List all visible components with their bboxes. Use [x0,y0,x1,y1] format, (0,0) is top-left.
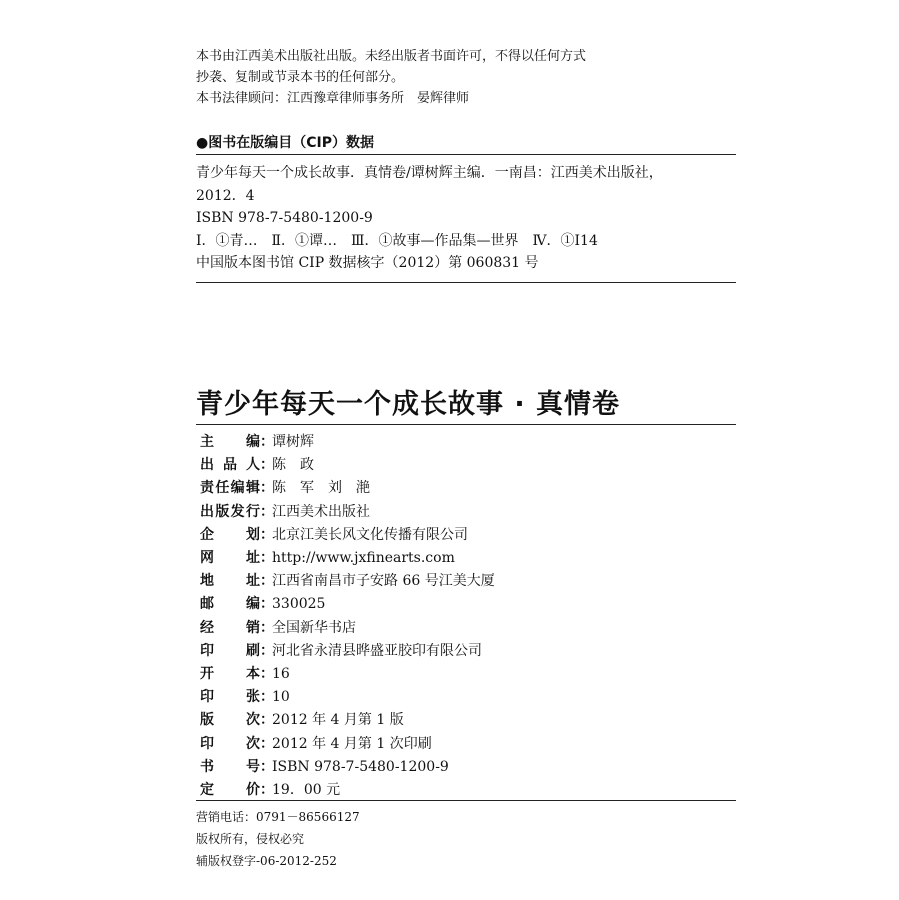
credit-value: 北京江美长风文化传播有限公司 [272,526,468,543]
cip-data [196,162,663,275]
credit-label: 网 址 [200,550,260,567]
credit-value: 江西美术出版社 [272,503,370,520]
credit-value: 陈 政 [272,457,314,474]
notice-line: 本书由江西美术出版社出版。未经出版者书面许可，不得以任何方式 [196,49,587,64]
credit-colon: ： [260,666,274,683]
credit-row [200,547,495,570]
credit-label: 出 版 发 行 [200,503,260,520]
cip-line: 2012．4 [196,187,255,204]
credit-label: 责 任 编 辑 [200,480,260,497]
credit-row [200,686,495,709]
credit-label: 版 次 [200,712,260,729]
credit-colon: ： [260,712,274,729]
credit-value: 陈 军 刘 滟 [272,480,370,497]
credit-row [200,454,495,477]
credit-value: 330025 [272,596,326,613]
credit-value: ISBN 978-7-5480-1200-9 [272,758,449,775]
credit-colon: ： [260,758,274,775]
credits-bottom-rule [196,800,736,801]
credit-label: 经 销 [200,619,260,636]
credit-colon: ： [260,550,274,567]
credit-value: 16 [272,666,290,683]
credit-label: 邮 编 [200,596,260,613]
credit-label: 主 编 [200,434,260,450]
credit-label: 印 次 [200,735,260,752]
rights-notice: 版权所有，侵权必究 [196,832,305,846]
credits-list [200,431,495,802]
credit-colon: ： [260,782,274,799]
credit-row [200,524,495,547]
credit-row [200,709,495,732]
credit-value: 19．00 元 [272,782,341,799]
credit-row [200,733,495,756]
cip-number: 中国版本图书馆 CIP 数据核字（2012）第 060831 号 [196,255,539,271]
credit-row [200,617,495,640]
credit-colon: ： [260,573,274,590]
credit-colon: ： [260,619,274,636]
credit-label: 地 址 [200,573,260,590]
credit-value: 2012 年 4 月第 1 版 [272,712,404,729]
notice-line: 抄袭、复制或节录本书的任何部分。 [196,70,405,85]
credit-value: http://www.jxfinearts.com [272,550,455,567]
credit-row [200,663,495,686]
credit-colon: ： [260,457,274,474]
credit-row [200,501,495,524]
credit-value: 2012 年 4 月第 1 次印刷 [272,735,432,752]
credit-value: 江西省南昌市子安路 66 号江美大厦 [272,573,495,590]
cip-top-rule [196,154,736,155]
credit-row [200,593,495,616]
credit-colon: ： [260,526,274,543]
credit-row [200,431,495,454]
credit-row [200,570,495,593]
cip-heading: ●图书在版编目（CIP）数据 [196,135,374,151]
cip-isbn: ISBN 978-7-5480-1200-9 [196,210,373,226]
credit-row [200,756,495,779]
publisher-notice [196,46,586,109]
credit-label: 印 张 [200,689,260,706]
credit-row [200,640,495,663]
credit-label: 企 划 [200,526,260,543]
credit-colon: ： [260,596,274,613]
credit-value: 谭树辉 [272,434,314,450]
credit-label: 开 本 [200,666,260,683]
credit-colon: ： [260,642,274,659]
book-title: 青少年每天一个成长故事 · 真情卷 [196,389,621,420]
credit-colon: ： [260,480,274,497]
credit-value: 全国新华书店 [272,619,356,636]
cip-line: 青少年每天一个成长故事．真情卷/谭树辉主编．一南昌：江西美术出版社， [196,165,663,181]
credit-colon: ： [260,735,274,752]
credit-colon: ： [260,503,274,520]
credit-value: 10 [272,689,290,706]
credit-label: 印 刷 [200,642,260,659]
credit-label: 出 品 人 [200,457,260,474]
legal-counsel-line: 本书法律顾问：江西豫章律师事务所 晏辉律师 [196,91,470,106]
title-rule [196,424,736,425]
credit-colon: ： [260,689,274,706]
credit-row [200,779,495,802]
credit-row [200,477,495,500]
license-number: 辅版权登字-06-2012-252 [196,854,337,868]
sales-phone: 营销电话：0791－86566127 [196,810,360,824]
cip-bottom-rule [196,282,736,283]
credit-label: 书 号 [200,758,260,775]
credit-label: 定 价 [200,782,260,799]
cip-classification: Ⅰ．①青… Ⅱ．①谭… Ⅲ．①故事—作品集—世界 Ⅳ．①I14 [196,232,598,249]
credit-colon: ： [260,434,274,450]
bottom-notes [196,806,360,872]
credit-value: 河北省永清县晔盛亚胶印有限公司 [272,642,482,659]
